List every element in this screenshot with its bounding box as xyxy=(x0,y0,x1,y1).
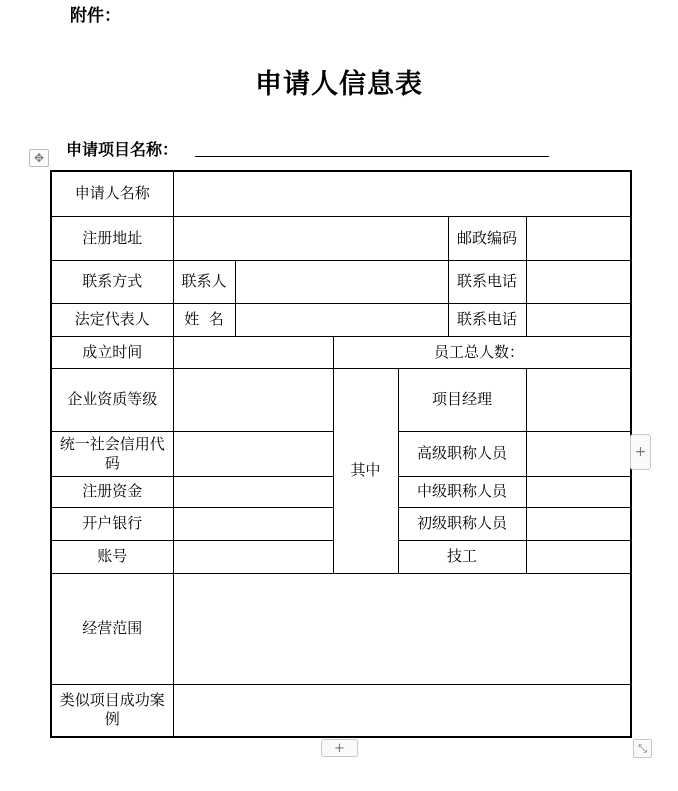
senior-title-cell[interactable] xyxy=(526,431,631,476)
business-scope-label: 经营范围 xyxy=(51,573,173,684)
junior-title-label: 初级职称人员 xyxy=(398,507,526,540)
similar-cases-label: 类似项目成功案例 xyxy=(51,684,173,737)
postal-code-label: 邮政编码 xyxy=(448,216,526,260)
established-time-label: 成立时间 xyxy=(51,336,173,368)
among-them-label: 其中 xyxy=(333,368,398,573)
account-label: 账号 xyxy=(51,540,173,573)
table-row xyxy=(51,336,631,368)
table-resize-icon[interactable]: ⤡ xyxy=(633,739,652,758)
table-row xyxy=(51,368,631,431)
legal-name-label: 姓 名 xyxy=(173,303,235,336)
postal-code-cell[interactable] xyxy=(526,216,631,260)
established-time-cell[interactable] xyxy=(173,336,333,368)
table-row xyxy=(51,303,631,336)
registered-capital-label: 注册资金 xyxy=(51,476,173,507)
project-manager-cell[interactable] xyxy=(526,368,631,431)
project-name-label: 申请项目名称： xyxy=(66,140,179,159)
registered-address-label: 注册地址 xyxy=(51,216,173,260)
contact-person-label: 联系人 xyxy=(173,260,235,303)
contact-method-label: 联系方式 xyxy=(51,260,173,303)
page-title: 申请人信息表 xyxy=(255,69,423,100)
add-column-button[interactable]: + xyxy=(630,434,651,470)
legal-phone-label: 联系电话 xyxy=(448,303,526,336)
junior-title-cell[interactable] xyxy=(526,507,631,540)
credit-code-cell[interactable] xyxy=(173,431,333,476)
contact-phone-cell[interactable] xyxy=(526,260,631,303)
legal-representative-label: 法定代表人 xyxy=(51,303,173,336)
total-staff-label[interactable]: 员工总人数： xyxy=(333,336,631,368)
table-move-icon[interactable]: ✥ xyxy=(29,149,49,167)
applicant-name-label: 申请人名称 xyxy=(51,171,173,216)
applicant-name-cell[interactable] xyxy=(173,171,631,216)
contact-person-cell[interactable] xyxy=(235,260,448,303)
qualification-level-label: 企业资质等级 xyxy=(51,368,173,431)
business-scope-cell[interactable] xyxy=(173,573,631,684)
table-row xyxy=(51,216,631,260)
mid-title-cell[interactable] xyxy=(526,476,631,507)
table-row xyxy=(51,171,631,216)
project-name-underline[interactable] xyxy=(195,156,549,157)
account-cell[interactable] xyxy=(173,540,333,573)
table-row xyxy=(51,260,631,303)
registered-address-cell[interactable] xyxy=(173,216,448,260)
legal-name-cell[interactable] xyxy=(235,303,448,336)
attachment-label: 附件： xyxy=(70,6,121,26)
applicant-info-table xyxy=(50,170,632,738)
senior-title-label: 高级职称人员 xyxy=(398,431,526,476)
bank-cell[interactable] xyxy=(173,507,333,540)
bank-label: 开户银行 xyxy=(51,507,173,540)
qualification-level-cell[interactable] xyxy=(173,368,333,431)
table-row xyxy=(51,573,631,684)
credit-code-label: 统一社会信用代码 xyxy=(51,431,173,476)
mid-title-label: 中级职称人员 xyxy=(398,476,526,507)
project-manager-label: 项目经理 xyxy=(398,368,526,431)
technician-cell[interactable] xyxy=(526,540,631,573)
table-row xyxy=(51,684,631,737)
similar-cases-cell[interactable] xyxy=(173,684,631,737)
legal-phone-cell[interactable] xyxy=(526,303,631,336)
add-row-button[interactable]: + xyxy=(321,739,358,757)
contact-phone-label: 联系电话 xyxy=(448,260,526,303)
registered-capital-cell[interactable] xyxy=(173,476,333,507)
technician-label: 技工 xyxy=(398,540,526,573)
